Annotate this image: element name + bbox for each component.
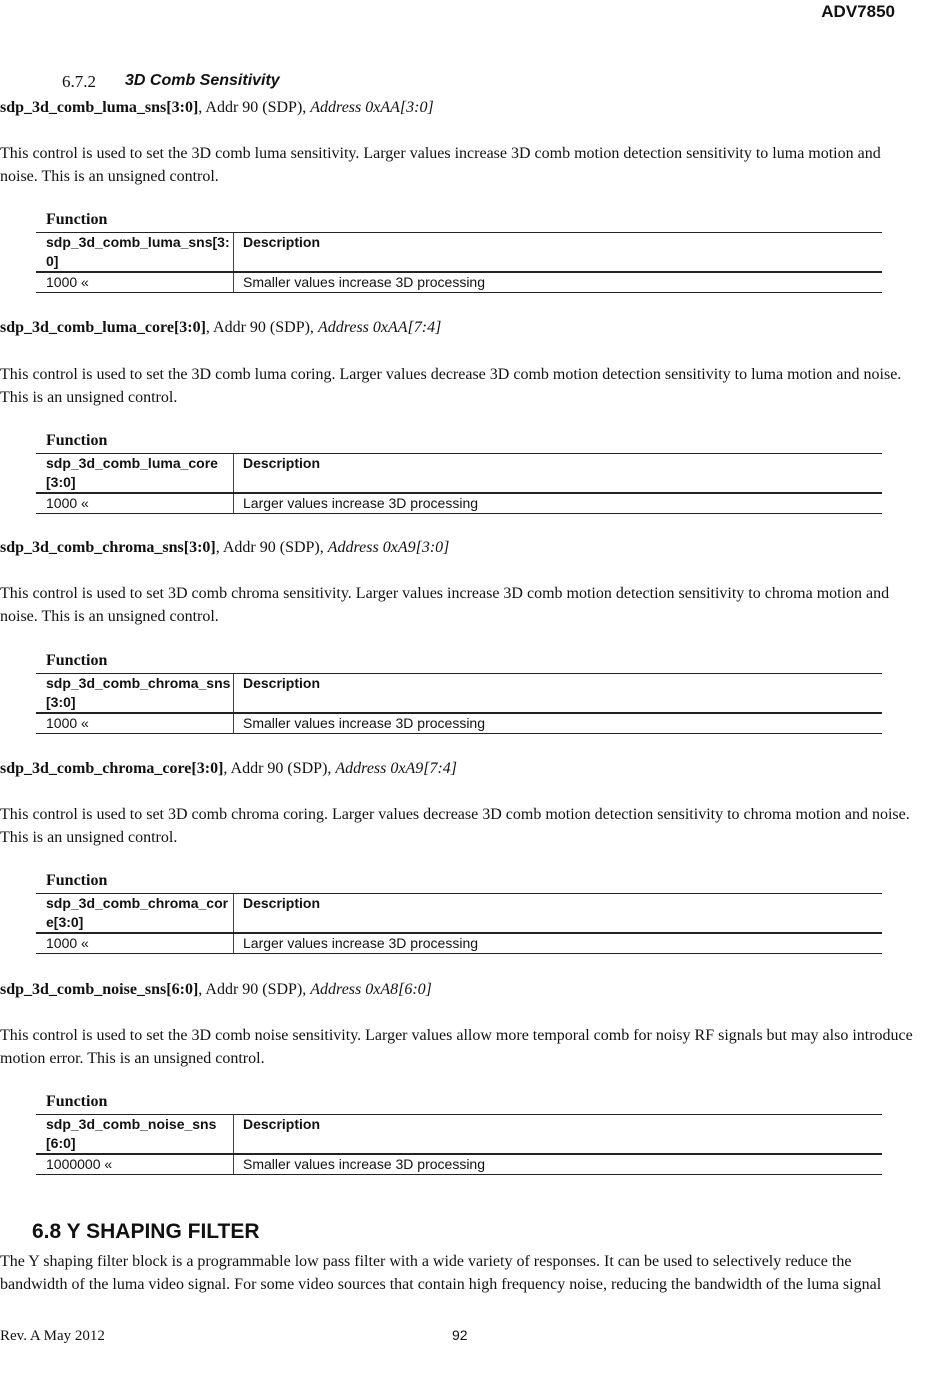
register-address: Address 0xA9[7:4] (335, 760, 458, 777)
table-header-description: Description (243, 895, 321, 911)
table-header-row (36, 673, 882, 714)
register-address: Address 0xA8[6:0] (310, 981, 432, 998)
table-header-row (36, 232, 882, 273)
table-header-field: sdp_3d_comb_luma_sns[3:0] (36, 233, 234, 271)
table-header-description: Description (243, 455, 321, 471)
table-cell-description: Smaller values increase 3D processing (243, 715, 485, 731)
table-row (36, 494, 882, 514)
register-heading (0, 99, 434, 117)
table-row (36, 714, 882, 734)
section-number: 6.7.2 (62, 72, 96, 91)
register-name: sdp_3d_comb_chroma_sns (0, 539, 184, 556)
register-addr: , Addr 90 (SDP), (198, 981, 311, 998)
page-number: 92 (452, 1327, 468, 1343)
table-row (36, 273, 882, 293)
table-function-label: Function (46, 432, 108, 449)
register-addr: , Addr 90 (SDP), (215, 539, 328, 556)
footer-revision: Rev. A May 2012 (0, 1328, 105, 1344)
register-description: This control is used to set 3D comb chroma sensitivity. Larger values increase 3D comb motion detection sensitivity to chroma motion and noise. This is an unsigned control. (0, 585, 890, 625)
table-cell-value: 1000000 « (36, 1155, 234, 1174)
table-header-description: Description (243, 234, 321, 250)
section-heading-y-shaping-filter: 6.8 Y SHAPING FILTER (32, 1220, 260, 1243)
table-cell-value: 1000 « (36, 494, 234, 513)
register-description: This control is used to set the 3D comb luma sensitivity. Larger values increase 3D comb motion detection sensitivity to luma motion and noise. This is an unsigned control. (0, 145, 881, 185)
register-heading (0, 319, 441, 337)
table-header-field: sdp_3d_comb_noise_sns[6:0] (36, 1115, 234, 1153)
register-description: This control is used to set the 3D comb noise sensitivity. Larger values allow more temporal comb for noisy RF signals but may also introduce motion error. This is an unsigned control. (0, 1027, 913, 1067)
table-cell-description: Smaller values increase 3D processing (243, 274, 485, 290)
table-row (36, 934, 882, 954)
table-header-field: sdp_3d_comb_chroma_core[3:0] (36, 894, 234, 932)
register-bits: [3:0] (191, 760, 224, 777)
register-table (36, 1093, 882, 1175)
table-header-description: Description (243, 1116, 321, 1132)
register-table (36, 211, 882, 293)
table-cell-value: 1000 « (36, 714, 234, 733)
table-function-label: Function (46, 1093, 108, 1110)
section-title: 3D Comb Sensitivity (125, 72, 280, 89)
register-table (36, 872, 882, 954)
table-header-row (36, 453, 882, 494)
register-name: sdp_3d_comb_noise_sns (0, 981, 167, 998)
register-bits: [3:0] (173, 319, 206, 336)
register-addr: , Addr 90 (SDP), (223, 760, 336, 777)
table-cell-value: 1000 « (36, 934, 234, 953)
table-row (36, 1155, 882, 1175)
table-header-field: sdp_3d_comb_chroma_sns[3:0] (36, 674, 234, 712)
register-name: sdp_3d_comb_luma_core (0, 319, 174, 336)
register-bits: [3:0] (183, 539, 216, 556)
register-table (36, 432, 882, 514)
table-function-label: Function (46, 652, 108, 669)
table-cell-description: Larger values increase 3D processing (243, 935, 479, 951)
register-name: sdp_3d_comb_luma_sns (0, 99, 167, 116)
table-header-field: sdp_3d_comb_luma_core[3:0] (36, 454, 234, 492)
register-heading (0, 760, 457, 778)
register-bits: [3:0] (166, 99, 199, 116)
table-cell-value: 1000 « (36, 273, 234, 292)
table-cell-description: Larger values increase 3D processing (243, 495, 479, 511)
register-name: sdp_3d_comb_chroma_core (0, 760, 192, 777)
register-heading (0, 981, 432, 999)
table-header-description: Description (243, 675, 321, 691)
register-bits: [6:0] (166, 981, 199, 998)
section-body-text: The Y shaping filter block is a programmable low pass filter with a wide variety of responses. It can be used to selectively reduce the bandwidth of the luma video signal. For some video sources that contain high frequency noise, reducing the bandwidth of the luma signal (0, 1253, 882, 1293)
register-address: Address 0xA9[3:0] (327, 539, 450, 556)
table-header-row (36, 893, 882, 934)
register-table (36, 652, 882, 734)
register-description: This control is used to set 3D comb chroma coring. Larger values decrease 3D comb motion detection sensitivity to chroma motion and noise. This is an unsigned control. (0, 806, 910, 846)
register-addr: , Addr 90 (SDP), (205, 319, 318, 336)
register-description: This control is used to set the 3D comb luma coring. Larger values decrease 3D comb motion detection sensitivity to luma motion and noise. This is an unsigned control. (0, 366, 902, 406)
register-addr: , Addr 90 (SDP), (198, 99, 311, 116)
table-cell-description: Smaller values increase 3D processing (243, 1156, 485, 1172)
table-function-label: Function (46, 872, 108, 889)
table-header-row (36, 1114, 882, 1155)
register-heading (0, 539, 449, 557)
document-id: ADV7850 (821, 2, 895, 21)
table-function-label: Function (46, 211, 108, 228)
register-address: Address 0xAA[3:0] (310, 99, 434, 116)
register-address: Address 0xAA[7:4] (317, 319, 442, 336)
